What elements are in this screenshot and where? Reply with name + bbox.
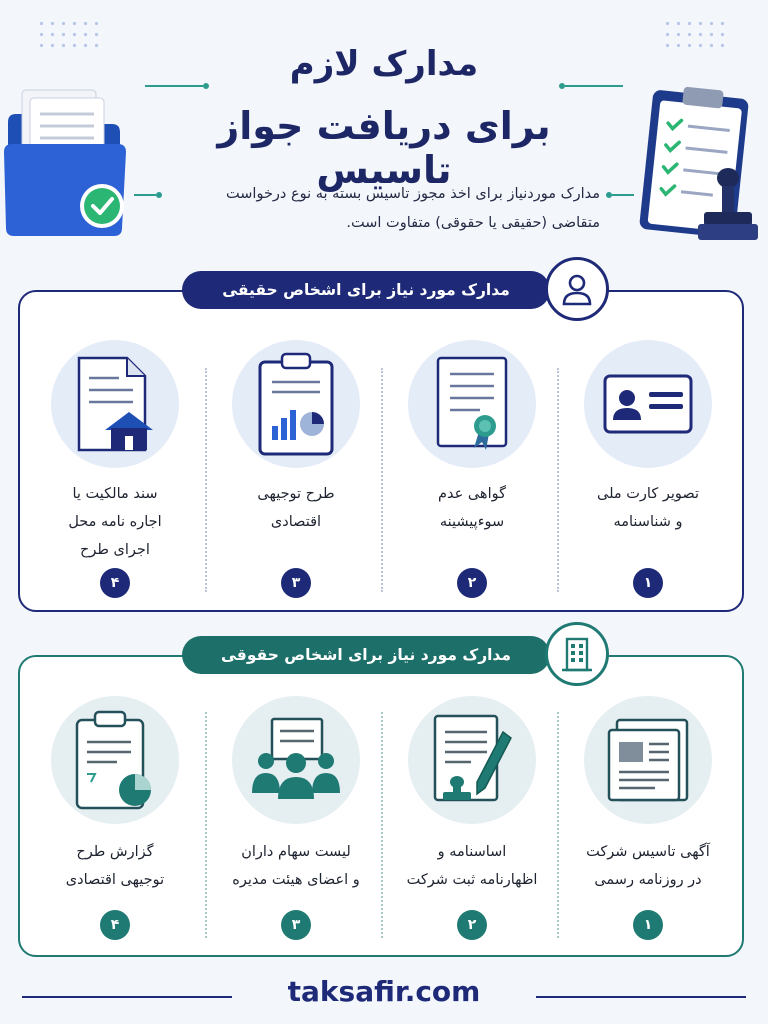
natural-item-2-label: گواهی عدم سوءپیشینه bbox=[437, 486, 506, 530]
page-subtitle bbox=[160, 180, 600, 238]
legal-item-1-number: ۱ bbox=[633, 910, 663, 940]
separator-3 bbox=[557, 368, 559, 592]
legal-item-4-number: ۴ bbox=[100, 910, 130, 940]
certificate-icon bbox=[408, 340, 536, 468]
legal-item-3 bbox=[211, 696, 381, 946]
legal-item-1-label: آگهی تاسیس شرکت در روزنامه رسمی bbox=[586, 844, 710, 888]
user-icon bbox=[545, 257, 609, 321]
legal-item-4-label: گزارش طرح توجیهی اقتصادی bbox=[65, 844, 165, 888]
footer-line-right bbox=[536, 996, 746, 998]
page-title-line1: مدارک لازم bbox=[289, 44, 479, 84]
subtitle-decor-line-left bbox=[134, 194, 156, 196]
newspaper-icon bbox=[584, 696, 712, 824]
natural-item-3 bbox=[211, 340, 381, 604]
natural-item-4-number: ۴ bbox=[100, 568, 130, 598]
subtitle-decor-line-right bbox=[612, 194, 634, 196]
id-card-icon bbox=[584, 340, 712, 468]
footer-line-left bbox=[22, 996, 232, 998]
natural-item-4-label: سند مالکیت یا اجاره نامه محل اجرای طرح bbox=[68, 486, 162, 558]
natural-persons-banner: مدارک مورد نیاز برای اشخاص حقیقی bbox=[182, 271, 550, 309]
subtitle-line1: مدارک موردنیاز برای اخذ مجوز تاسیس بسته به نوع درخواست bbox=[226, 186, 600, 202]
natural-item-1-label: تصویر کارت ملی و شناسنامه bbox=[597, 486, 699, 530]
natural-item-3-number: ۳ bbox=[281, 568, 311, 598]
separator-4 bbox=[205, 712, 207, 938]
legal-item-1 bbox=[563, 696, 733, 946]
decorative-dots-left bbox=[36, 18, 106, 54]
legal-item-3-label: لیست سهام داران و اعضای هیئت مدیره bbox=[232, 844, 360, 888]
clipboard-chart-icon bbox=[232, 340, 360, 468]
subtitle-decor-dot-right bbox=[606, 192, 612, 198]
title-decor-dot-right-1 bbox=[559, 83, 565, 89]
separator-2 bbox=[381, 368, 383, 592]
page-title-line2: برای دریافت جواز تاسیس bbox=[217, 104, 551, 192]
legal-item-2-label: اساسنامه و اظهارنامه ثبت شرکت bbox=[406, 844, 538, 888]
natural-item-3-label: طرح توجیهی اقتصادی bbox=[257, 486, 335, 530]
subtitle-line2: متقاضی (حقیقی یا حقوقی) متفاوت است. bbox=[346, 215, 600, 231]
legal-item-4 bbox=[30, 696, 200, 946]
decorative-dots-right bbox=[662, 18, 732, 54]
house-document-icon bbox=[51, 340, 179, 468]
natural-item-2 bbox=[387, 340, 557, 604]
clipboard-stamp-icon bbox=[636, 82, 764, 252]
title-decor-line-right-1 bbox=[565, 85, 623, 87]
folder-check-icon bbox=[0, 82, 140, 242]
natural-item-1 bbox=[563, 340, 733, 604]
title-decor-line-left-1 bbox=[145, 85, 203, 87]
legal-item-2-number: ۲ bbox=[457, 910, 487, 940]
separator-6 bbox=[557, 712, 559, 938]
natural-item-1-number: ۱ bbox=[633, 568, 663, 598]
separator-5 bbox=[381, 712, 383, 938]
legal-entities-banner: مدارک مورد نیاز برای اشخاص حقوقی bbox=[182, 636, 550, 674]
title-decor-dot-left-1 bbox=[203, 83, 209, 89]
natural-item-2-number: ۲ bbox=[457, 568, 487, 598]
footer-website[interactable]: taksafir.com bbox=[287, 975, 481, 1008]
people-board-icon bbox=[232, 696, 360, 824]
document-pen-stamp-icon bbox=[408, 696, 536, 824]
building-icon bbox=[545, 622, 609, 686]
legal-item-3-number: ۳ bbox=[281, 910, 311, 940]
legal-item-2 bbox=[387, 696, 557, 946]
separator-1 bbox=[205, 368, 207, 592]
natural-item-4 bbox=[30, 340, 200, 604]
clipboard-pie-icon bbox=[51, 696, 179, 824]
